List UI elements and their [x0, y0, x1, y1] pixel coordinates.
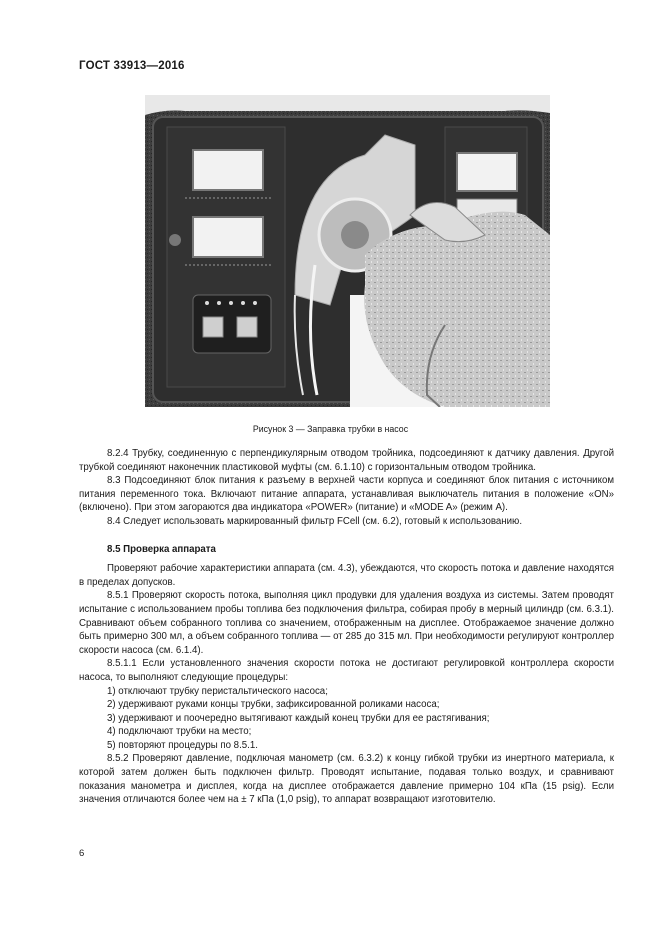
side-knob — [169, 234, 181, 246]
pressure-display — [193, 217, 263, 257]
body-text — [79, 447, 614, 807]
mode-button-b — [237, 317, 257, 337]
standard-header: ГОСТ 33913—2016 — [79, 60, 185, 72]
paragraph-8-2-4: 8.2.4 Трубку, соединенную с перпендикулярным отводом тройника, подсоединяют к датчику давления. Другой трубкой соединяют наконечник пластиковой муфты (см. 6.1.10) с горизонтальным отводом тройника. — [79, 448, 614, 473]
paragraph-8-5-intro: Проверяют рабочие характеристики аппарата (см. 4.3), убеждаются, что скорость потока и давление находятся в пределах допусков. — [79, 563, 614, 588]
right-display — [457, 153, 517, 191]
figure-photo — [145, 95, 550, 407]
paragraph-8-3: 8.3 Подсоединяют блок питания к разъему в верхней части корпуса и соединяют блок питания с источником питания переменного тока. Включают питание аппарата, устанавливая выключатель питания в положение «ON» (включено). При этом загораются два индикатора «POWER» (питание) и «MODE A» (режим А). — [79, 475, 614, 514]
list-item: 2) удерживают руками концы трубки, зафиксированной роликами насоса; — [107, 699, 440, 711]
list-item: 3) удерживают и поочередно вытягивают каждый конец трубки для ее растягивания; — [107, 712, 490, 724]
pump-photo-illustration — [145, 95, 550, 407]
section-heading-8-5: 8.5 Проверка аппарата — [107, 543, 216, 555]
figure-caption: Рисунок 3 — Заправка трубки в насос — [252, 424, 409, 434]
mode-button-a — [203, 317, 223, 337]
paragraph-8-5-1: 8.5.1 Проверяют скорость потока, выполняя цикл продувки для удаления воздуха из системы. Затем проводят испытание с использованием пробы топлива без подключения фильтра, собирая пробу в мерный цилиндр (см. 6.3.1). Сравнивают объем собранного топлива со значением, отображенным на дисплее. Отображаемое значение должно быть примерно 300 мл, а объем собранного топлива — от 285 до 315 мл. При необходимости регулируют контроллер скорости насоса (см. 6.1.4). — [79, 590, 614, 656]
list-item: 5) повторяют процедуры по 8.5.1. — [107, 739, 258, 751]
paragraph-8-5-1-1: 8.5.1.1 Если установленного значения скорости потока не достигают регулировкой контроллера скорости насоса, то выполняют следующие процедуры: — [79, 658, 614, 683]
list-item: 4) подключают трубки на место; — [107, 726, 252, 738]
paragraph-8-4: 8.4 Следует использовать маркированный фильтр FCell (см. 6.2), готовый к использованию. — [107, 515, 523, 527]
flow-display — [193, 150, 263, 190]
paragraph-8-5-2: 8.5.2 Проверяют давление, подключая манометр (см. 6.3.2) к концу гибкой трубки из инертного материала, к которой затем должен быть подключен фильтр. Проводят испытание, подавая только воздух, и сравнивают показания манометра и дисплея, когда на дисплее отображается давление примерно 104 кПа (15 psig). Если значения отличаются более чем на ± 7 кПа (1,0 psig), то аппарат возвращают изготовителю. — [79, 753, 614, 806]
page-number: 6 — [79, 848, 85, 859]
list-item: 1) отключают трубку перистальтического насоса; — [107, 685, 328, 697]
